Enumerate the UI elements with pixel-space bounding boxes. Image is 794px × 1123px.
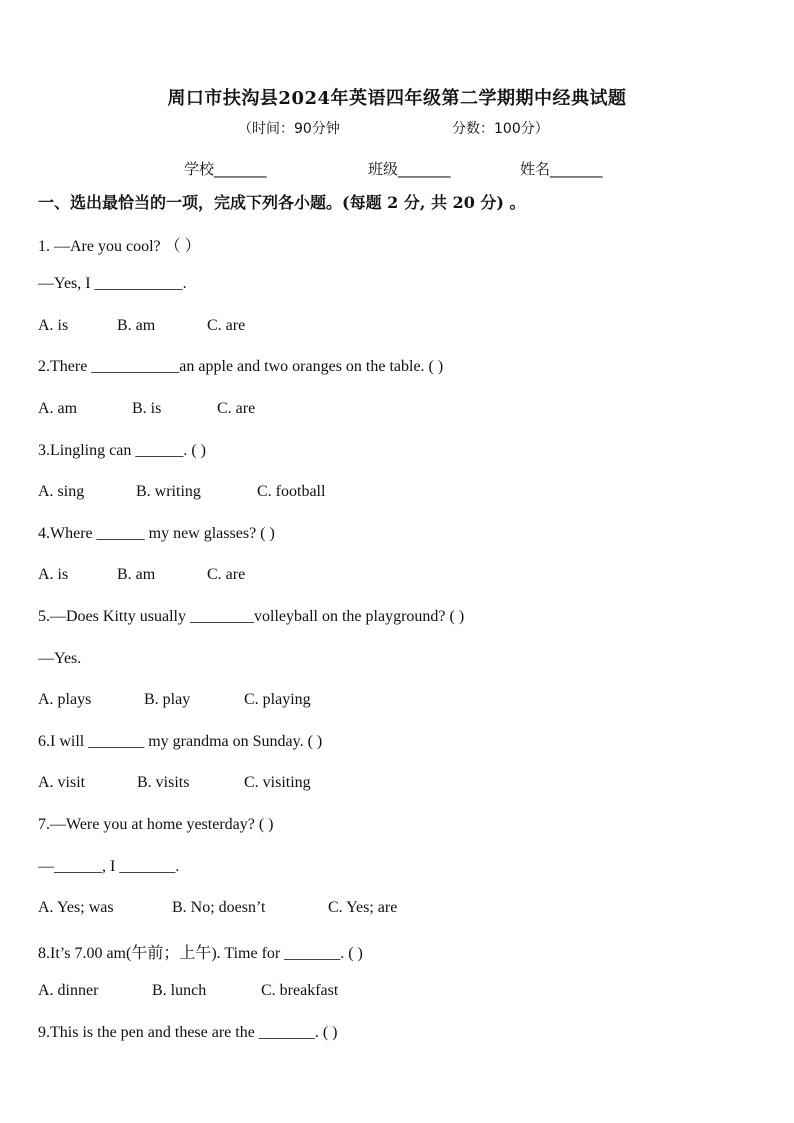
name-field: 姓名_______ — [520, 160, 603, 178]
question-8-text: 8.It’s 7.00 am(午前；上午). Time for _______. ( ) — [38, 945, 363, 962]
question-1-options — [0, 317, 794, 339]
question-2-text: 2.There ___________an apple and two oranges on the table. ( ) — [38, 358, 444, 375]
question-7-options — [0, 899, 794, 921]
option-c: C. football — [257, 483, 326, 500]
option-a: A. is — [38, 566, 69, 583]
option-b: B. am — [117, 566, 156, 583]
student-info-fields — [0, 158, 794, 180]
option-a: A. visit — [38, 774, 86, 791]
option-b: B. visits — [137, 774, 190, 791]
question-8-options — [0, 982, 794, 1004]
school-field: 学校_______ — [184, 160, 267, 178]
option-a: A. am — [38, 400, 78, 417]
question-1-text: 1. —Are you cool? （ ） — [38, 238, 201, 255]
question-7-answer-line: —______, I _______. — [38, 858, 180, 875]
question-3-text: 3.Lingling can ______. ( ) — [38, 442, 206, 459]
question-6-text: 6.I will _______ my grandma on Sunday. ( ) — [38, 733, 323, 750]
section-heading: 一、选出最恰当的一项，完成下列各小题。(每题 2 分, 共 20 分) 。 — [38, 193, 526, 212]
question-5-text: 5.—Does Kitty usually ________volleyball on the playground? ( ) — [38, 608, 465, 625]
option-c: C. Yes; are — [328, 899, 398, 916]
question-7-text: 7.—Were you at home yesterday? ( ) — [38, 816, 274, 833]
class-field: 班级_______ — [368, 160, 451, 178]
option-b: B. lunch — [152, 982, 207, 999]
option-c: C. visiting — [244, 774, 311, 791]
option-b: B. am — [117, 317, 156, 334]
option-b: B. writing — [136, 483, 201, 500]
question-6-options — [0, 774, 794, 796]
question-2-options — [0, 400, 794, 422]
question-3-options — [0, 483, 794, 505]
option-b: B. play — [144, 691, 191, 708]
option-c: C. playing — [244, 691, 311, 708]
option-b: B. No; doesn’t — [172, 899, 266, 916]
exam-title: 周口市扶沟县2024年英语四年级第二学期期中经典试题 — [167, 88, 627, 109]
option-c: C. breakfast — [261, 982, 339, 999]
question-4-text: 4.Where ______ my new glasses? ( ) — [38, 525, 275, 542]
option-c: C. are — [207, 317, 246, 334]
option-a: A. plays — [38, 691, 92, 708]
total-score: 分数：100分） — [452, 121, 549, 137]
option-a: A. sing — [38, 483, 85, 500]
question-5-answer-line: —Yes. — [38, 650, 82, 667]
question-1-answer-line: —Yes, I ___________. — [38, 275, 187, 292]
question-4-options — [0, 566, 794, 588]
option-a: A. Yes; was — [38, 899, 114, 916]
exam-info — [0, 118, 794, 138]
option-c: C. are — [207, 566, 246, 583]
question-9-text: 9.This is the pen and these are the _______. ( ) — [38, 1024, 338, 1041]
option-a: A. is — [38, 317, 69, 334]
option-b: B. is — [132, 400, 162, 417]
time-limit: （时间：90分钟 — [238, 121, 340, 137]
option-a: A. dinner — [38, 982, 99, 999]
question-5-options — [0, 691, 794, 713]
option-c: C. are — [217, 400, 256, 417]
